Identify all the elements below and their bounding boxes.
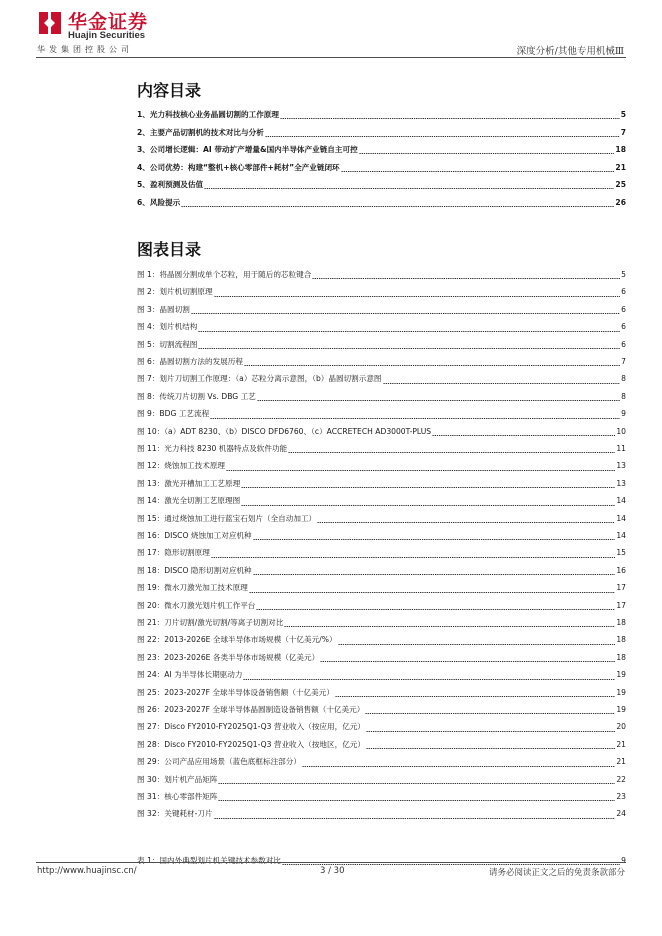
figure-entry-page: 21 (616, 757, 626, 767)
leader-dots (210, 418, 620, 419)
toc-entry-text: 4、公司优势：构建“整机+核心零部件+耗材”全产业链闭环 (137, 162, 340, 172)
leader-dots (214, 818, 616, 819)
figure-entry-text: 图 4：划片机结构 (137, 322, 198, 332)
leader-dots (432, 435, 615, 436)
toc-entry-text: 6、风险提示 (137, 198, 181, 207)
figure-entry[interactable] (137, 353, 626, 370)
figure-entry[interactable] (137, 666, 626, 683)
figure-entry[interactable] (137, 631, 626, 648)
figure-entry[interactable] (137, 475, 626, 492)
toc-entry-text: 5、盈利预测及估值 (137, 180, 204, 190)
figure-entry[interactable] (137, 614, 626, 631)
toc-entry[interactable] (137, 107, 626, 123)
figure-entry-page: 8 (621, 374, 626, 384)
leader-dots (253, 574, 616, 575)
figure-entry[interactable] (137, 701, 626, 718)
table-entry-text: 表 1：国内外典型划片机关键技术参数对比 (137, 856, 281, 865)
leader-dots (366, 731, 615, 732)
figure-entry-text: 图 28：Disco FY2010-FY2025Q1-Q3 营业收入（按地区，亿元） (137, 739, 365, 749)
figure-entry[interactable] (137, 649, 626, 666)
figure-entry-page: 16 (616, 565, 626, 575)
figure-entry-text: 图 26：2023-2027F 全球半导体晶圆制造设备销售额（十亿美元） (137, 705, 365, 714)
figure-entry-text: 图 24：AI 为半导体长期驱动力 (137, 670, 243, 680)
figure-entry-page: 6 (621, 322, 626, 332)
leader-dots (249, 592, 616, 593)
figure-entry-page: 22 (616, 774, 626, 784)
leader-dots (214, 296, 621, 297)
figure-entry-page: 6 (621, 304, 626, 314)
figure-entry[interactable] (137, 318, 626, 335)
leader-dots (359, 153, 615, 154)
leader-dots (341, 171, 615, 172)
leader-dots (288, 452, 615, 453)
figure-entry-text: 图 3：晶圆切割 (137, 304, 190, 314)
contents-title: 内容目录 (137, 81, 202, 100)
toc-entry-page: 25 (615, 180, 626, 190)
leader-dots (253, 539, 616, 540)
figure-entry[interactable] (137, 336, 626, 353)
figure-entry-text: 图 11：光力科技 8230 机器特点及软件功能 (137, 444, 288, 453)
figure-entry-page: 14 (616, 496, 626, 506)
leader-dots (241, 487, 615, 488)
toc-entry[interactable] (137, 142, 626, 158)
leader-dots (317, 522, 615, 523)
figure-entry-page: 18 (616, 635, 626, 645)
figure-entry-page: 8 (621, 391, 626, 401)
figure-entry[interactable] (137, 597, 626, 614)
figure-entry-page: 17 (616, 583, 626, 593)
figure-entry-text: 图 23：2023-2026E 各类半导体市场规模（亿美元） (137, 652, 320, 662)
figure-entry-text: 图 5：切割流程图 (137, 339, 198, 349)
figure-entry-page: 6 (621, 339, 626, 349)
figure-entry-page: 17 (616, 600, 626, 610)
figure-entry-page: 14 (616, 513, 626, 523)
leader-dots (244, 365, 620, 366)
figure-entry-page: 9 (621, 409, 626, 419)
figure-entry-page: 6 (621, 287, 626, 297)
leader-dots (256, 609, 615, 610)
toc-entry-page: 7 (620, 127, 626, 137)
huajin-logo-icon (36, 9, 64, 37)
leader-dots (366, 748, 615, 749)
leader-dots (257, 400, 620, 401)
figure-entry[interactable] (137, 510, 626, 527)
toc-entry[interactable] (137, 177, 626, 193)
figure-entry[interactable] (137, 684, 626, 701)
header-divider (36, 57, 626, 58)
figure-entry[interactable] (137, 457, 626, 474)
toc-entry-text: 2、主要产品切割机的技术对比与分析 (137, 127, 264, 137)
figure-entry[interactable] (137, 771, 626, 788)
figure-entry-page: 21 (616, 739, 626, 749)
figure-entry-text: 图 10：（a）ADT 8230、（b）DISCO DFD6760、（c）ACCRETECH AD3000T-PLUS (137, 426, 432, 436)
figure-entry-text: 图 30：划片机产品矩阵 (137, 774, 218, 784)
figure-entry[interactable] (137, 562, 626, 579)
leader-dots (335, 696, 615, 697)
figure-entry[interactable] (137, 544, 626, 561)
logo-chinese-name: 华金证券 (68, 11, 149, 33)
toc-entry-page: 5 (620, 110, 626, 119)
figure-entry-page: 19 (616, 705, 626, 714)
leader-dots (218, 783, 615, 784)
figure-entry-text: 图 32：关键耗材-刀片 (137, 809, 213, 819)
figure-entry-page: 24 (616, 809, 626, 819)
figure-entry[interactable] (137, 718, 626, 735)
footer-url-link[interactable]: http://www.huajinsc.cn/ (37, 866, 137, 876)
figure-entry-text: 图 27：Disco FY2010-FY2025Q1-Q3 营业收入（按应用，亿元） (137, 722, 365, 732)
figure-entry[interactable] (137, 370, 626, 387)
disclaimer-note: 请务必阅读正文之后的免责条款部分 (488, 868, 625, 878)
figure-entry[interactable] (137, 283, 626, 300)
figure-entry-page: 18 (616, 652, 626, 662)
figure-entry-page: 5 (621, 270, 626, 279)
leader-dots (191, 313, 620, 314)
leader-dots (226, 470, 615, 471)
figure-entry-page: 13 (616, 478, 626, 488)
leader-dots (320, 661, 615, 662)
table-entry-page: 9 (621, 856, 626, 865)
figure-entry-text: 图 6：晶圆切割方法的发展历程 (137, 357, 243, 366)
figure-entry-page: 7 (621, 357, 626, 366)
leader-dots (383, 383, 621, 384)
report-type: 深度分析/其他专用机械Ⅲ (516, 46, 624, 57)
leader-dots (243, 679, 615, 680)
toc-entry[interactable] (137, 195, 626, 211)
figure-entry-text: 图 22：2013-2026E 全球半导体市场规模（十亿美元/%） (137, 635, 337, 645)
leader-dots (181, 206, 614, 207)
toc-entry-text: 1、光力科技核心业务晶圆切割的工作原理 (137, 110, 279, 119)
figures-title: 图表目录 (137, 240, 202, 259)
figure-entry-text: 图 20：微水刀激光划片机工作平台 (137, 600, 256, 610)
figure-entry[interactable] (137, 527, 626, 544)
figure-entry-text: 图 15：通过烧蚀加工进行蓝宝石划片（全自动加工） (137, 513, 317, 523)
figure-entry[interactable] (137, 492, 626, 509)
figure-entry-page: 23 (616, 792, 626, 801)
leader-dots (211, 557, 616, 558)
leader-dots (302, 766, 615, 767)
toc-entry[interactable] (137, 125, 626, 141)
figure-entry-page: 20 (616, 722, 626, 732)
figure-entry[interactable] (137, 301, 626, 318)
figure-entry-text: 图 14：激光全切割工艺原理图 (137, 496, 241, 506)
toc-entry-text: 3、公司增长逻辑：AI 带动扩产增量&国内半导体产业链自主可控 (137, 145, 358, 155)
figure-entry[interactable] (137, 788, 626, 805)
figure-entry[interactable] (137, 805, 626, 822)
figure-entry-text: 图 21：刀片切割/激光切割/等离子切割对比 (137, 618, 284, 627)
toc-entry-page: 18 (615, 145, 626, 155)
footer-divider (36, 862, 626, 863)
figure-entry[interactable] (137, 266, 626, 283)
leader-dots (198, 331, 620, 332)
leader-dots (312, 278, 620, 279)
figure-entry[interactable] (137, 440, 626, 457)
leader-dots (198, 348, 620, 349)
figure-entry-text: 图 13：激光开槽加工工艺原理 (137, 478, 241, 488)
figure-entry-text: 图 12：烧蚀加工技术原理 (137, 461, 226, 471)
figure-entry-text: 图 29：公司产品应用场景（蓝色底框标注部分） (137, 757, 301, 767)
leader-dots (284, 626, 615, 627)
toc-entry-page: 21 (615, 162, 626, 172)
logo-english-name: Huajin Securities (68, 30, 146, 41)
figure-entry-text: 图 19：微水刀激光加工技术原理 (137, 583, 248, 593)
figure-entry[interactable] (137, 388, 626, 405)
figure-entry-text: 图 18：DISCO 隐形切割对应机种 (137, 565, 252, 575)
figure-entry-text: 图 9：BDG 工艺流程 (137, 409, 210, 419)
leader-dots (204, 188, 614, 189)
parent-company-name: 华发集团控股公司 (37, 45, 133, 54)
figure-entry-page: 18 (616, 618, 626, 627)
figure-entry-page: 15 (616, 548, 626, 558)
toc-entry-page: 26 (615, 198, 626, 207)
leader-dots (241, 505, 615, 506)
figure-entry-text: 图 2：划片机切割原理 (137, 287, 213, 297)
page-number: 3 / 30 (320, 866, 345, 876)
leader-dots (218, 800, 615, 801)
figure-entry-text: 图 16：DISCO 烧蚀加工对应机种 (137, 531, 252, 540)
figure-entry[interactable] (137, 753, 626, 770)
figure-entry-page: 10 (616, 426, 626, 436)
leader-dots (265, 136, 620, 137)
figure-entry-page: 13 (616, 461, 626, 471)
figure-entry-text: 图 31：核心零部件矩阵 (137, 792, 218, 801)
figure-entry-page: 19 (616, 670, 626, 680)
figure-entry-text: 图 7：划片刀切割工作原理：（a）芯粒分离示意图，（b）晶圆切割示意图 (137, 374, 382, 384)
page-header (0, 0, 662, 60)
figure-entry-text: 图 17：隐形切割原理 (137, 548, 210, 558)
leader-dots (338, 644, 616, 645)
figure-entry-page: 11 (616, 444, 626, 453)
figure-entry-text: 图 25：2023-2027F 全球半导体设备销售额（十亿美元） (137, 687, 334, 697)
figure-entry[interactable] (137, 405, 626, 422)
figure-entry-page: 19 (616, 687, 626, 697)
leader-dots (280, 118, 620, 119)
figure-entry[interactable] (137, 423, 626, 440)
figure-entry-page: 14 (616, 531, 626, 540)
figure-entry-text: 图 1：将晶圆分割成单个芯粒，用于随后的芯粒键合 (137, 270, 312, 279)
figure-entry[interactable] (137, 579, 626, 596)
figure-entry[interactable] (137, 736, 626, 753)
toc-entry[interactable] (137, 160, 626, 176)
figure-entry-text: 图 8：传统刀片切割 Vs. DBG 工艺 (137, 391, 256, 401)
leader-dots (365, 713, 615, 714)
